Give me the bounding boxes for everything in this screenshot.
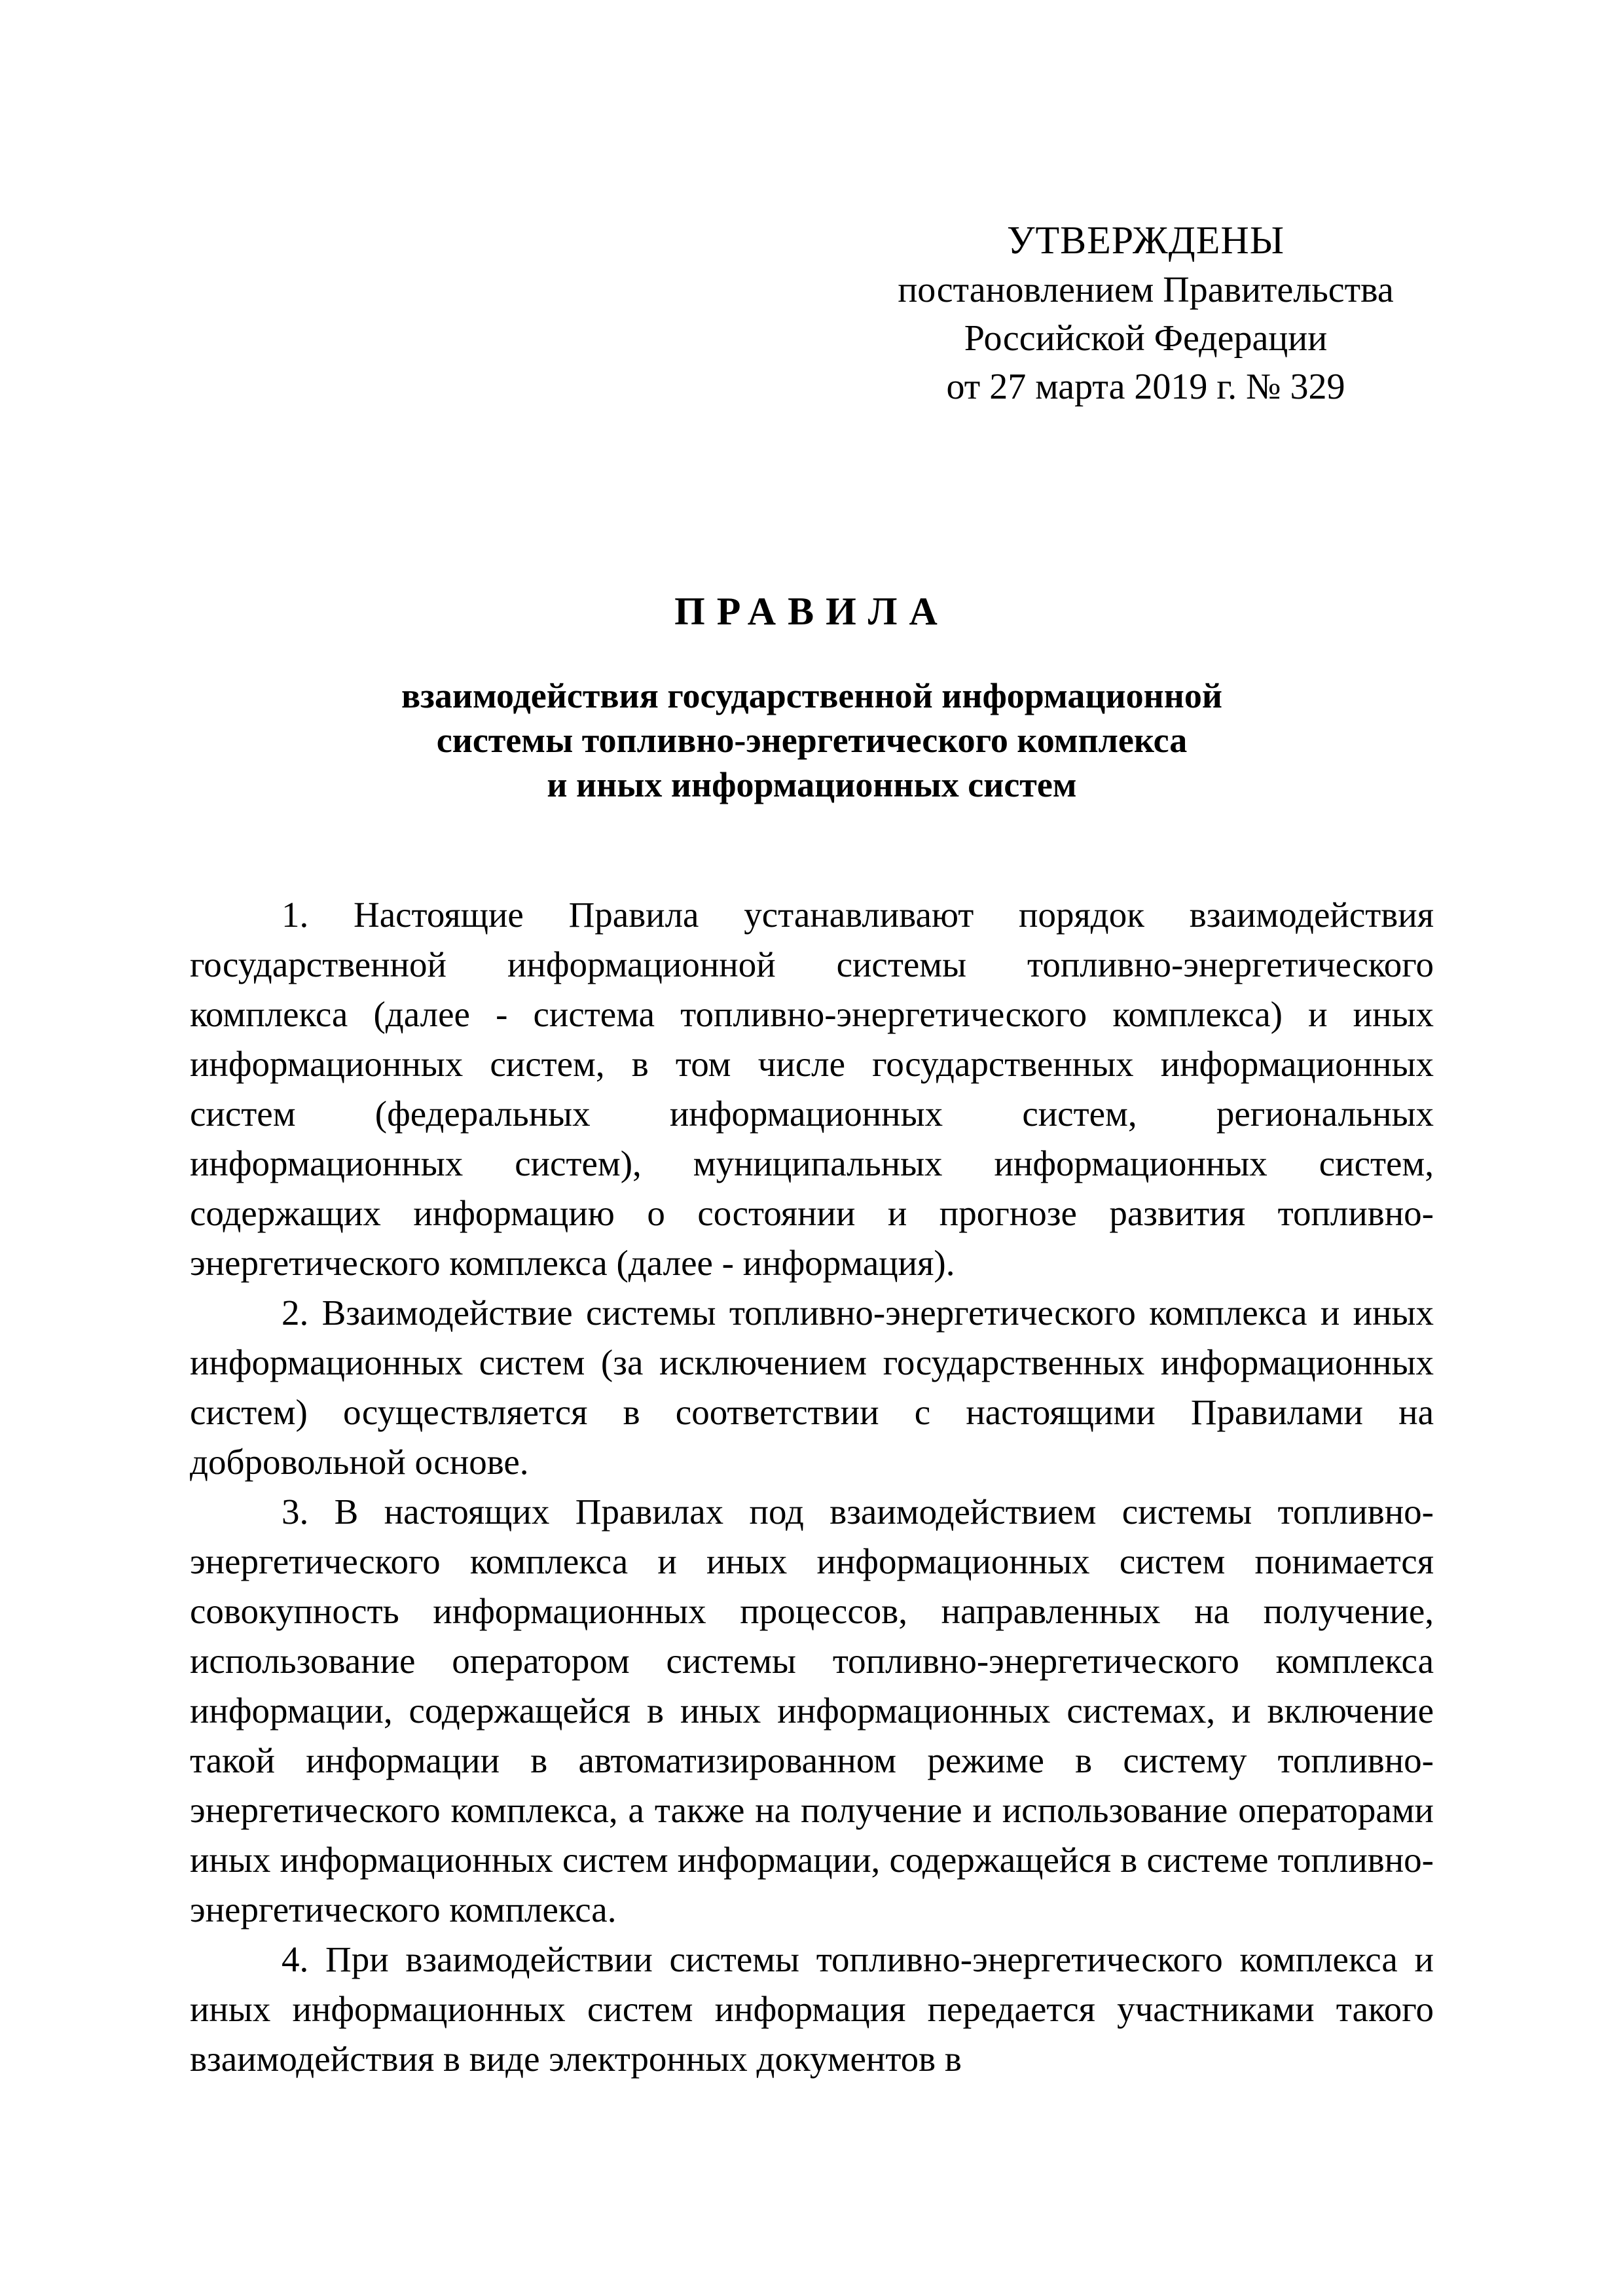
subtitle-line-3: и иных информационных систем xyxy=(547,765,1077,804)
title-word: ПРАВИЛА xyxy=(674,590,949,633)
approval-heading: УТВЕРЖДЕНЫ xyxy=(1006,219,1285,262)
approval-stamp xyxy=(845,216,1447,411)
paragraph-4: 4. При взаимодействии системы топливно-энергетического комплекса и иных информационных систем информация передается участниками такого взаимодействия в виде электронных документов в xyxy=(190,1939,1434,2079)
approval-line-3: от 27 марта 2019 г. № 329 xyxy=(946,367,1345,407)
paragraph-3: 3. В настоящих Правилах под взаимодействием системы топливно-энергетического комплекса и иных информационных систем понимается совокупность информационных процессов, направленных на получение, использование оператором системы топливно-энергетического комплекса информации, содержащейся в иных информационных системах, и включение такой информации в автоматизированном режиме в систему топливно-энергетического комплекса, а также на получение и использование операторами иных информационных систем информации, содержащейся в системе топливно-энергетического комплекса. xyxy=(190,1492,1434,1929)
subtitle-line-2: системы топливно-энергетического комплекса xyxy=(436,721,1188,760)
subtitle-line-1: взаимодействия государственной информационной xyxy=(401,676,1222,715)
approval-line-1: постановлением Правительства xyxy=(898,270,1394,310)
document-body xyxy=(190,890,1434,2084)
approval-line-2: Российской Федерации xyxy=(964,318,1328,359)
paragraph-1: 1. Настоящие Правила устанавливают порядок взаимодействия государственной информационной системы топливно-энергетического комплекса (далее - система топливно-энергетического комплекса) и иных информационных систем, в том числе государственных информационных систем (федеральных информационных систем, региональных информационных систем), муниципальных информационных систем, содержащих информацию о состоянии и прогнозе развития топливно-энергетического комплекса (далее - информация). xyxy=(190,895,1434,1283)
document-title xyxy=(190,589,1434,807)
paragraph-2: 2. Взаимодействие системы топливно-энергетического комплекса и иных информационных систем (за исключением государственных информационных систем) осуществляется в соответствии с настоящими Правилами на добровольной основе. xyxy=(190,1293,1434,1482)
